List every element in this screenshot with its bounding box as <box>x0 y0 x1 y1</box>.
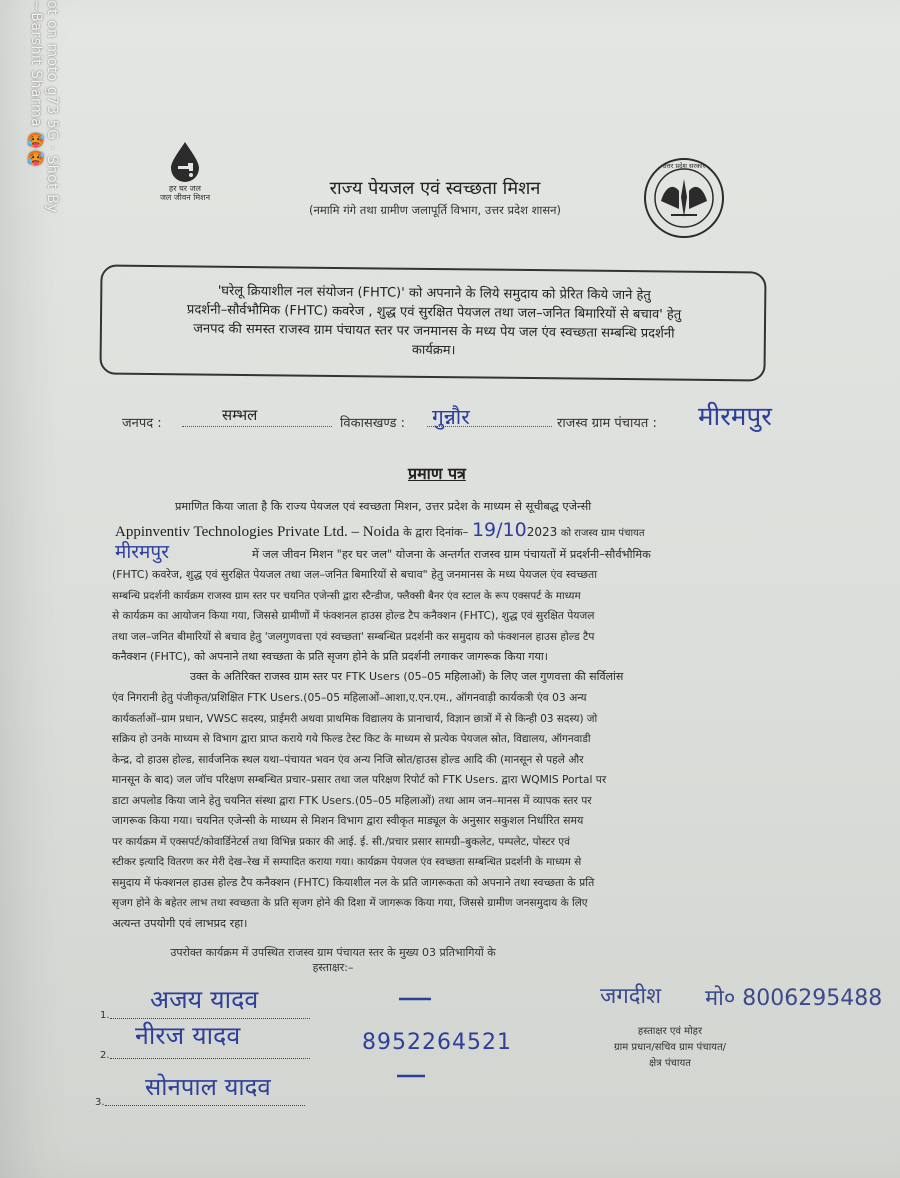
jal-jeevan-mission-logo <box>145 140 225 212</box>
topic-line-4: कार्यक्रम। <box>411 342 456 359</box>
participant-signature-3: सोनपाल यादव <box>145 1073 271 1101</box>
para1-line4: (FHTC) कवरेज, शुद्ध एवं सुरक्षित पेयजल तथा जल–जनित बिमारियों से बचाव" हेतु जनमानस के मध्य पेयजल एंव स्वच्छता <box>112 568 598 581</box>
logo-caption-line2: जल जीवन मिशन <box>159 193 211 202</box>
para1-line3: में जल जीवन मिशन "हर घर जल" योजना के अन्तर्गत राजस्व ग्राम पंचायतों में प्रदर्शनी–सौर्वभौमिक <box>252 548 651 561</box>
para2-line2: एंव निगरानी हेतु पंजीकृत/प्रशिक्षित FTK Users.(05–05 महिलाओं–आशा,ए.एन.एम., ऑगनवाड़ी कार्यकत्री एंव 03 अन्य <box>112 691 587 704</box>
pradhan-phone: मो० 8006295488 <box>705 986 883 1011</box>
sig3-dash <box>396 1072 426 1080</box>
para1-line2 <box>115 520 805 545</box>
agency-name: Appinventiv Technologies Private Ltd. – Noida <box>115 524 400 540</box>
sig-number-3: 3. <box>95 1097 105 1108</box>
district-line <box>182 426 332 427</box>
para2-line4: सक्रिय हो उनके माध्यम से विभाग द्वारा प्राप्त कराये गये फिल्ड टेस्ट किट के माध्यम से प्रत्येक पेयजल स्रोत, विद्यालय, ऑगनवाडी <box>112 733 591 745</box>
para2-line5: केन्द्र, दो हाउस होल्ड, सार्वजनिक स्थल यथा–पंचायत भवन एंव अन्य निजि स्रोत/हाउस होल्ड आदि की (मानसून से पहले और <box>112 754 584 766</box>
stamp-line2: ग्राम प्रधान/सचिव ग्राम पंचायत/ <box>613 1042 727 1053</box>
sig-label-line1: उपरोक्त कार्यक्रम में उपस्थित राजस्व ग्राम पंचायत स्तर के मुख्य 03 प्रतिभागियों के <box>170 946 496 959</box>
block-label: विकासखण्ड : <box>340 416 406 431</box>
stamp-line1: हस्ताक्षर एवं मोहर <box>637 1026 703 1037</box>
sig-line-3 <box>105 1105 305 1106</box>
para1-line6: से कार्यक्रम का आयोजन किया गया, जिससे ग्रामीणों में फंक्शनल हाउस होल्ड टैप कनैक्शन (FHTC), शुद्ध एवं सुरक्षित पेयजल <box>112 610 595 622</box>
panchayat-label: राजस्व ग्राम पंचायत : <box>557 416 657 431</box>
para1-line8: कनैक्शन (FHTC), को अपनाने तथा स्वच्छता के प्रति सृजग होने के प्रति प्रदर्शनी लगाकर जागरूक किया गया। <box>112 650 548 663</box>
para2-line3: कार्यकर्ताओं–ग्राम प्रधान, VWSC सदस्य, प्राईमरी अथवा प्राथमिक विद्यालय के प्रानाचार्य, विज्ञान छात्रों में से किन्ही 03 सदस्य) जो <box>112 713 598 725</box>
seal-text: उत्तर प्रदेश सरकार <box>662 162 706 170</box>
para1-line5: सम्बन्धि प्रदर्शनी कार्यक्रम राजस्व ग्राम स्तर पर चयनित एजेन्सी द्वारा स्टैन्डीज, फ्लैक्सी बैनर एंव स्टाल के रूप एक्सपर्ट के माध्यम <box>112 590 581 602</box>
district-value: सम्भल <box>222 406 258 424</box>
participant-signature-2: नीरज यादव <box>135 1021 241 1050</box>
stamp-line3: क्षेत्र पंचायत <box>649 1058 691 1069</box>
para2-line11: समुदाय में फंक्शनल हाउस होल्ड टैप कनैक्शन (FHTC) कियाशील नल के प्रति जागरूकता को अपनाने तथा स्वच्छता के प्रति <box>112 876 595 889</box>
certificate-heading: प्रमाण पत्र <box>408 464 466 483</box>
uttar-pradesh-seal-icon <box>643 157 725 239</box>
page-title: राज्य पेयजल एवं स्वच्छता मिशन <box>329 178 541 199</box>
participant-signature-1: अजय यादव <box>150 985 259 1014</box>
panchayat-value: मीरमपुर <box>698 402 772 432</box>
sig-label-line2: हस्ताक्षर:– <box>312 961 354 974</box>
sig1-dash <box>398 995 432 1003</box>
para2-line7: डाटा अपलोड किया जाने हेतु चयनित संस्था द्वारा FTK Users.(05–05 महिलाओं) तथा आम जन–मानस में व्यापक स्तर पर <box>112 794 592 807</box>
topic-line-1: 'घरेलू क्रियाशील नल संयोजन (FHTC)' को अपनाने के लिये समुदाय को प्रेरित किये जाने हेतु <box>217 283 651 304</box>
water-drop-tap-logo-icon <box>165 140 205 182</box>
programme-title-box <box>99 265 766 382</box>
page-subtitle: (नमामि गंगे तथा ग्रामीण जलापूर्ति विभाग, उत्तर प्रदेश शासन) <box>308 203 562 217</box>
district-label: जनपद : <box>122 416 162 431</box>
sig-number-1: 1. <box>100 1010 110 1021</box>
participants-signature-label <box>108 945 558 975</box>
para2-line10: स्टीकर इत्यादि वितरण कर मेरी देख–रेख में सम्पादित कराया गया। कार्यक्रम पेयजल एंव स्वच्छता सम्बन्धित प्रदर्शनी के माध्यम से <box>112 856 582 868</box>
logo-caption-line1: हर घर जल <box>169 184 201 193</box>
stamp-label <box>570 1024 770 1072</box>
para2-line1: उक्त के अतिरिक्त राजस्व ग्राम स्तर पर FTK Users (05–05 महिलाओं) के लिए जल गुणवत्ता की सर्विलांस <box>190 670 624 683</box>
sig-line-2 <box>110 1058 310 1059</box>
block-value: गुन्नौर <box>432 405 470 429</box>
para2-line9: पर कार्यक्रम में एक्सपर्ट/कोवार्डिनेटर्स तथा विभिन्न प्रकार की आई. ई. सी./प्रचार प्रसार सामग्री–बुकलेट, पम्पलेट, पोस्टर एवं <box>112 836 570 848</box>
participant-2-phone: 8952264521 <box>362 1030 512 1055</box>
topic-line-3: जनपद की समस्त राजस्व ग्राम पंचायत स्तर पर जनमानस के मध्य पेय जल एंव स्वच्छता सम्बन्धि प्रदर्शनी <box>193 321 675 342</box>
para2-line13: अत्यन्त उपयोगी एवं लाभप्रद रहा। <box>112 917 248 930</box>
location-fields <box>122 402 842 445</box>
para1-line7: तथा जल–जनित बीमारियों से बचाव हेतु 'जलगुणवत्ता एवं स्वच्छता' सम्बन्धित प्रदर्शनी कर समुदाय को फंक्शनल हाउस होल्ड टैप <box>112 631 595 643</box>
para1-line1: प्रमाणित किया जाता है कि राज्य पेयजल एवं स्वच्छता मिशन, उत्तर प्रदेश के माध्यम से सूचीबद्ध एजेन्सी <box>175 500 592 513</box>
para2-line6: मानसून के बाद) जल जॉच परिक्षण सम्बन्धित प्रचार–प्रसार तथा जल परिक्षण रिपोर्ट को FTK Users. द्वारा WQMIS Portal पर <box>112 774 607 786</box>
para2-line8: जागरूक किया गया। चयनित एजेन्सी के माध्यम से मिशन विभाग द्वारा स्वीकृत माड्यूल के अनुसार सकुशल निर्धारित समय <box>112 814 584 827</box>
date-value: 19/10 <box>471 519 527 541</box>
sig-number-2: 2. <box>100 1050 110 1061</box>
body-panchayat-value: मीरमपुर <box>115 541 169 563</box>
year-value: 2023 <box>526 525 558 539</box>
pradhan-signature: जगदीश <box>600 984 662 1009</box>
para2-line12: सृजग होने के बहेतर लाभ तथा स्वच्छता के प्रति सृजग होने की दिशा में जागरूक किया गया, जिससे ग्रामीण जनसमुदाय के लिए <box>112 897 588 909</box>
topic-line-2: प्रदर्शनी–सौर्वभौमिक (FHTC) कवरेज , शुद्ध एवं सुरक्षित पेयजल तथा जल–जनित बिमारियों से बचाव' हेतु <box>186 302 682 323</box>
photo-watermark: ot on moto g73 5G · Shot By ~Barshit Sharma 🥵🥵 <box>28 0 60 214</box>
panchayat-suffix: को राजस्व ग्राम पंचायत <box>560 528 645 539</box>
by-date-label: के द्वारा दिनांक– <box>403 526 469 539</box>
